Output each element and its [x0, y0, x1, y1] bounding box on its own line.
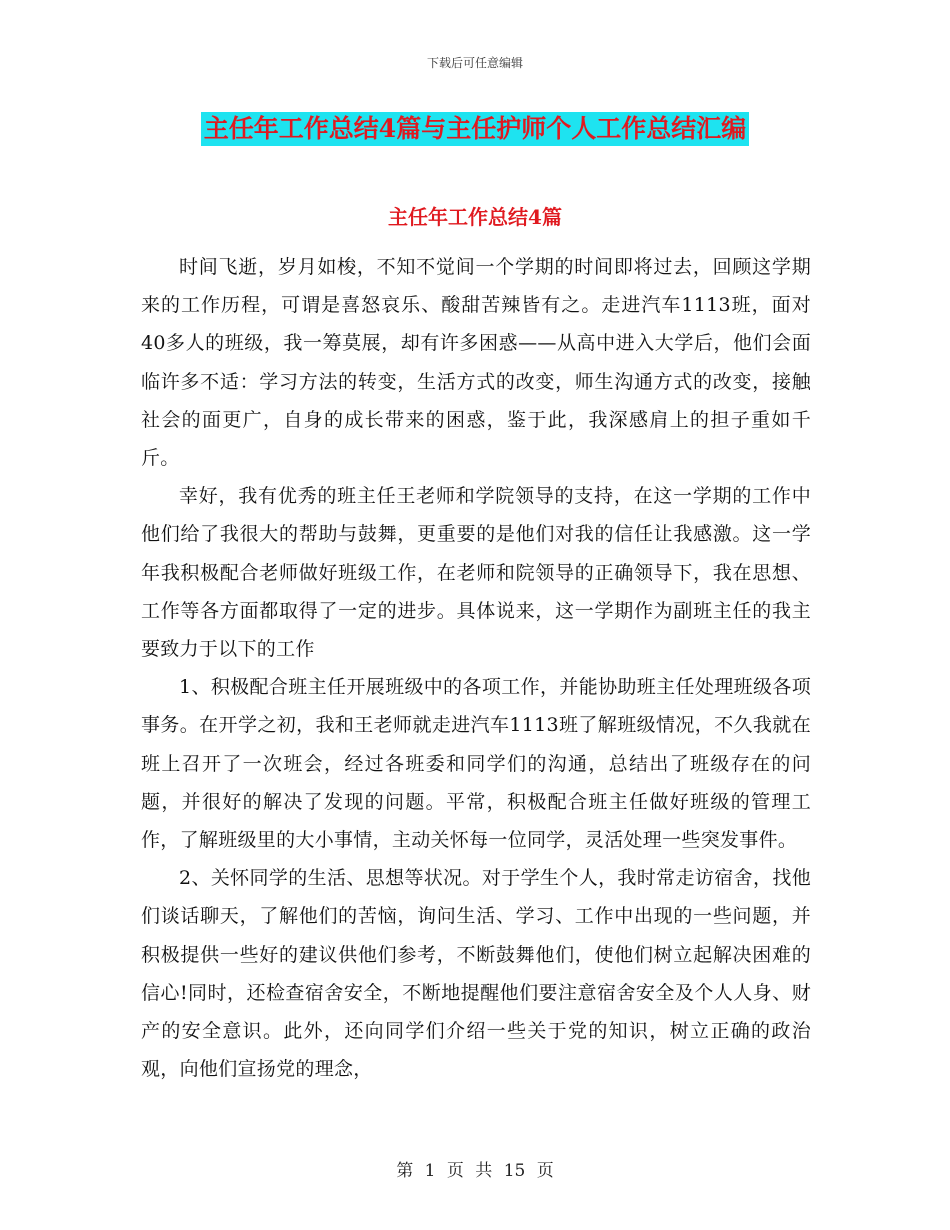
- paragraph-2: 幸好，我有优秀的班主任王老师和学院领导的支持，在这一学期的工作中他们给了我很大的帮助与鼓舞，更重要的是他们对我的信任让我感激。这一学年我积极配合老师做好班级工作，在老师和院领导的正确领导下，我在思想、工作等各方面都取得了一定的进步。具体说来，这一学期作为副班主任的我主要致力于以下的工作: [141, 485, 811, 661]
- sub-title: 主任年工作总结4篇: [388, 205, 562, 229]
- main-title: 主任年工作总结4篇与主任护师个人工作总结汇编: [201, 112, 749, 146]
- paragraph-4: 2、关怀同学的生活、思想等状况。对于学生个人，我时常走访宿舍，找他们谈话聊天，了解他们的苦恼，询问生活、学习、工作中出现的一些问题，并积极提供一些好的建议供他们参考，不断鼓舞他们，使他们树立起解决困难的信心!同时，还检查宿舍安全，不断地提醒他们要注意宿舍安全及个人人身、财产的安全意识。此外，还向同学们介绍一些关于党的知识，树立正确的政治观，向他们宣扬党的理念，: [141, 867, 811, 1081]
- paragraph-3: 1、积极配合班主任开展班级中的各项工作，并能协助班主任处理班级各项事务。在开学之初，我和王老师就走进汽车1113班了解班级情况，不久我就在班上召开了一次班会，经过各班委和同学们的沟通，总结出了班级存在的问题，并很好的解决了发现的问题。平常，积极配合班主任做好班级的管理工作，了解班级里的大小事情，主动关怀每一位同学，灵活处理一些突发事件。: [141, 676, 811, 852]
- header-note: 下载后可任意编辑: [426, 56, 523, 70]
- paragraph-1: 时间飞逝，岁月如梭，不知不觉间一个学期的时间即将过去，回顾这学期来的工作历程，可谓是喜怒哀乐、酸甜苦辣皆有之。走进汽车1113班，面对40多人的班级，我一筹莫展，却有许多困惑——从高中进入大学后，他们会面临许多不适：学习方法的转变，生活方式的改变，师生沟通方式的改变，接触社会的面更广，自身的成长带来的困惑，鉴于此，我深感肩上的担子重如千斤。: [141, 256, 811, 470]
- page-footer: 第 1 页 共 15 页: [396, 1161, 554, 1181]
- body-content: [141, 248, 811, 1088]
- main-title-wrap: [0, 112, 950, 146]
